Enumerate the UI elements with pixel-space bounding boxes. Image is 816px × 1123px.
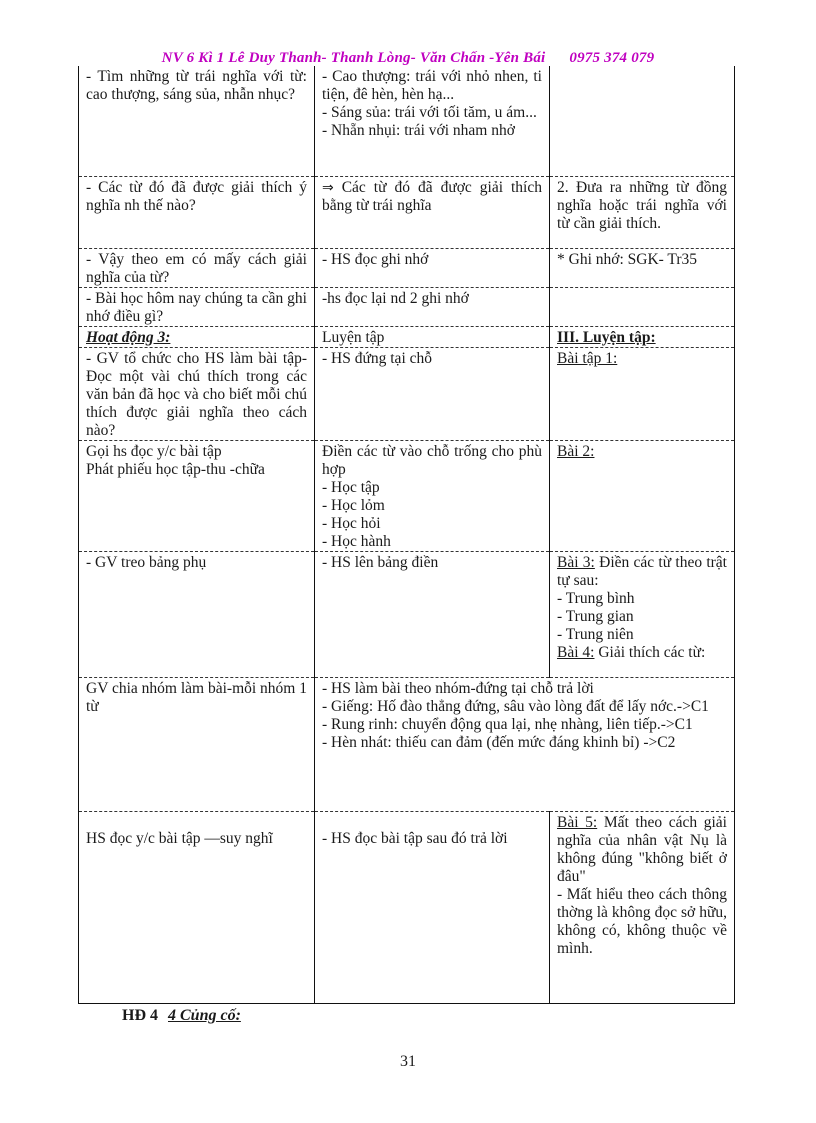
row9-group-work-cell (315, 677, 735, 811)
cell-text: Điền các từ vào chỗ trống cho phù hợp (322, 442, 542, 478)
row4-student-cell (315, 287, 550, 326)
cell-text: - Học tập (322, 478, 380, 496)
row10-notes-cell (550, 811, 735, 1003)
row5-student-cell (315, 326, 550, 347)
row4-teacher-cell (79, 287, 315, 326)
cell-text: - Tìm những từ trái nghĩa với từ: cao thượng, sáng sủa, nhẫn nhục? (86, 68, 307, 103)
row4-notes-cell (550, 287, 735, 326)
table-row (79, 248, 735, 287)
row7-teacher-cell (79, 440, 315, 551)
cell-text: - Hèn nhát: thiếu can đảm (đến mức đáng khinh bỉ) ->C2 (322, 733, 676, 751)
cell-text: - HS làm bài theo nhóm-đứng tại chỗ trả lời (322, 679, 594, 697)
table-row (79, 347, 735, 440)
row8-teacher-cell (79, 551, 315, 677)
cell-text: - Nhẵn nhụi: trái với nham nhở (322, 122, 515, 139)
cell-text: - Học hỏi (322, 514, 381, 532)
table-row (79, 440, 735, 551)
cell-text: Điền các từ theo trật tự sau: (557, 553, 727, 589)
table-row (79, 176, 735, 248)
exercise-label: Bài 3: (557, 553, 595, 571)
cell-text: - HS đọc bài tập sau đó trả lời (322, 829, 508, 847)
cell-text: Luyện tập (322, 328, 385, 346)
row1-notes-cell (550, 66, 735, 176)
exercise-label: Bài 2: (557, 442, 595, 460)
table-row (79, 66, 735, 176)
cell-text: - GV tổ chức cho HS làm bài tập-Đọc một vài chú thích trong các văn bản đã học và cho biết mỗi chú thích được giải nghĩa theo cách nào? (86, 349, 307, 439)
cell-text: - Trung niên (557, 625, 634, 643)
cell-text: Mất theo cách giải nghĩa của nhân vật Nụ là không đúng "không biết ở đâu" (557, 813, 727, 885)
cell-text: HS đọc y/c bài tập —suy nghĩ (86, 829, 273, 847)
row3-notes-cell (550, 248, 735, 287)
cell-text: - HS đọc ghi nhớ (322, 250, 429, 268)
cell-text: Các từ đó đã được giải thích bằng từ trái nghĩa (322, 178, 542, 214)
table-row (79, 551, 735, 677)
cell-text: - Học hành (322, 532, 391, 550)
row3-student-cell (315, 248, 550, 287)
exercise-label: Bài 5: (557, 813, 598, 831)
cell-text: - HS lên bảng điền (322, 553, 439, 571)
cell-text: Gọi hs đọc y/c bài tập (86, 442, 222, 460)
cell-text: - Sáng sủa: trái với tối tăm, u ám... (322, 104, 537, 121)
cell-text: - Giếng: Hố đào thẳng đứng, sâu vào lòng đất để lấy nớc.->C1 (322, 697, 709, 715)
cell-text: - Trung gian (557, 607, 634, 625)
row3-teacher-cell (79, 248, 315, 287)
header-text: NV 6 Kì 1 Lê Duy Thanh- Thanh Lòng- Văn Chấn -Yên Bái (161, 50, 546, 66)
cell-text: - Học lỏm (322, 496, 385, 514)
row9-teacher-cell (79, 677, 315, 811)
cell-text: -hs đọc lại nd 2 ghi nhớ (322, 289, 469, 307)
table-row (79, 287, 735, 326)
activity-subtitle: 4 Củng cố: (168, 1007, 241, 1024)
row5-notes-cell (550, 326, 735, 347)
row7-student-cell (315, 440, 550, 551)
cell-text: - Vậy theo em có mấy cách giải nghĩa của từ? (86, 250, 307, 286)
row8-notes-cell (550, 551, 735, 677)
row1-teacher-cell (79, 66, 315, 176)
implies-arrow-icon: ⇒ (322, 179, 334, 196)
row10-teacher-cell (79, 811, 315, 1003)
cell-text: - Bài học hôm nay chúng ta cần ghi nhớ điều gì? (86, 289, 307, 325)
exercise-label: Bài tập 1: (557, 349, 618, 367)
cell-text: - Mất hiểu theo cách thông thờng là không đọc sở hữu, không có, không thuộc về mình. (557, 885, 727, 957)
row1-student-cell (315, 66, 550, 176)
page-header (0, 50, 816, 67)
page-number: 31 (400, 1053, 416, 1070)
row6-teacher-cell (79, 347, 315, 440)
header-phone: 0975 374 079 (569, 50, 655, 66)
activity-4-heading (122, 1007, 241, 1025)
cell-text: 2. Đưa ra những từ đồng nghĩa hoặc trái nghĩa với từ cần giải thích. (557, 178, 727, 232)
cell-text: - Trung bình (557, 589, 635, 607)
row10-student-cell (315, 811, 550, 1003)
cell-text: - Cao thượng: trái với nhỏ nhen, ti tiện, đê hèn, hèn hạ... (322, 68, 542, 103)
cell-text: - HS đứng tại chỗ (322, 349, 432, 367)
row7-notes-cell (550, 440, 735, 551)
cell-text: - GV treo bảng phụ (86, 553, 207, 571)
row2-student-cell (315, 176, 550, 248)
cell-text: * Ghi nhớ: SGK- Tr35 (557, 250, 697, 268)
table-row (79, 677, 735, 811)
row5-teacher-cell (79, 326, 315, 347)
activity-heading: Hoạt động 3: (86, 328, 171, 346)
table-row (79, 811, 735, 1003)
cell-text: GV chia nhóm làm bài-mỗi nhóm 1 từ (86, 679, 307, 715)
exercise-label: Bài 4: (557, 643, 595, 661)
row6-notes-cell (550, 347, 735, 440)
cell-text: Giải thích các từ: (594, 643, 706, 661)
row2-notes-cell (550, 176, 735, 248)
row8-student-cell (315, 551, 550, 677)
section-heading: III. Luyện tập: (557, 328, 656, 346)
activity-label: HĐ 4 (122, 1007, 158, 1024)
cell-text: - Rung rinh: chuyển động qua lại, nhẹ nhàng, liên tiếp.->C1 (322, 715, 693, 733)
cell-text: Phát phiếu học tập-thu -chữa (86, 460, 265, 478)
lesson-table (78, 66, 735, 1004)
cell-text: - Các từ đó đã được giải thích ý nghĩa nh thế nào? (86, 178, 307, 214)
row2-teacher-cell (79, 176, 315, 248)
row6-student-cell (315, 347, 550, 440)
table-row (79, 326, 735, 347)
